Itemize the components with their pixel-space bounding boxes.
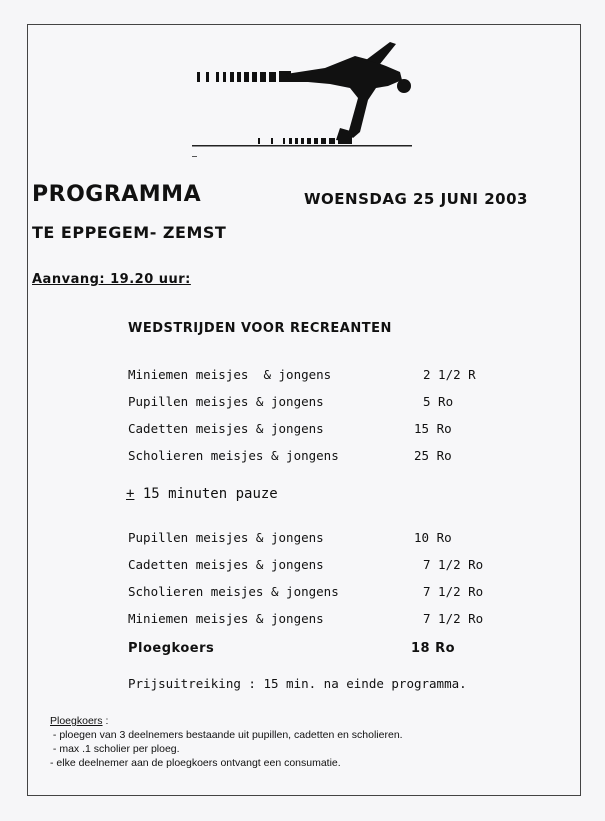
race-distance: 7 1/2 Ro: [423, 611, 484, 626]
section-title: WEDSTRIJDEN VOOR RECREANTEN: [128, 321, 392, 336]
notes-title: Ploegkoers: [50, 715, 103, 727]
note-line: - ploegen van 3 deelnemers bestaande uit pupillen, cadetten en scholieren.: [50, 729, 403, 741]
race-distance: 2 1/2 R: [423, 367, 476, 382]
race-distance: 7 1/2 Ro: [423, 584, 484, 599]
plus-sign: +: [126, 486, 135, 502]
pause-text: 15 minuten pauze: [134, 486, 278, 502]
race-distance: 5 Ro: [423, 394, 454, 409]
race-category: Cadetten meisjes & jongens: [128, 557, 324, 572]
race-category: Scholieren meisjes & jongens: [128, 584, 339, 599]
ploegkoers-label: Ploegkoers: [128, 641, 215, 656]
note-line: - elke deelnemer aan de ploegkoers ontvangt een consumatie.: [50, 757, 341, 769]
ploegkoers-notes: [50, 714, 403, 770]
event-date: WOENSDAG 25 JUNI 2003: [304, 190, 528, 208]
race-category: Cadetten meisjes & jongens: [128, 421, 324, 436]
start-time: Aanvang: 19.20 uur:: [32, 272, 191, 287]
ploegkoers-distance: 18 Ro: [411, 641, 456, 656]
note-line: - max .1 scholier per ploeg.: [50, 743, 180, 755]
notes-heading: [50, 714, 403, 728]
race-distance: 10 Ro: [414, 530, 452, 545]
race-category: Miniemen meisjes & jongens: [128, 367, 332, 382]
race-category: Pupillen meisjes & jongens: [128, 530, 324, 545]
speed-skater-icon: [190, 38, 420, 163]
race-distance: 15 Ro: [414, 421, 452, 436]
notes-title-suffix: :: [102, 715, 109, 727]
pause-line: [126, 486, 278, 502]
race-category: Pupillen meisjes & jongens: [128, 394, 324, 409]
race-category: Scholieren meisjes & jongens: [128, 448, 339, 463]
program-title: PROGRAMMA: [32, 182, 202, 207]
race-distance: 25 Ro: [414, 448, 452, 463]
event-location: TE EPPEGEM- ZEMST: [32, 223, 227, 242]
race-category: Miniemen meisjes & jongens: [128, 611, 324, 626]
prize-ceremony: Prijsuitreiking : 15 min. na einde programma.: [128, 676, 467, 691]
race-distance: 7 1/2 Ro: [423, 557, 484, 572]
